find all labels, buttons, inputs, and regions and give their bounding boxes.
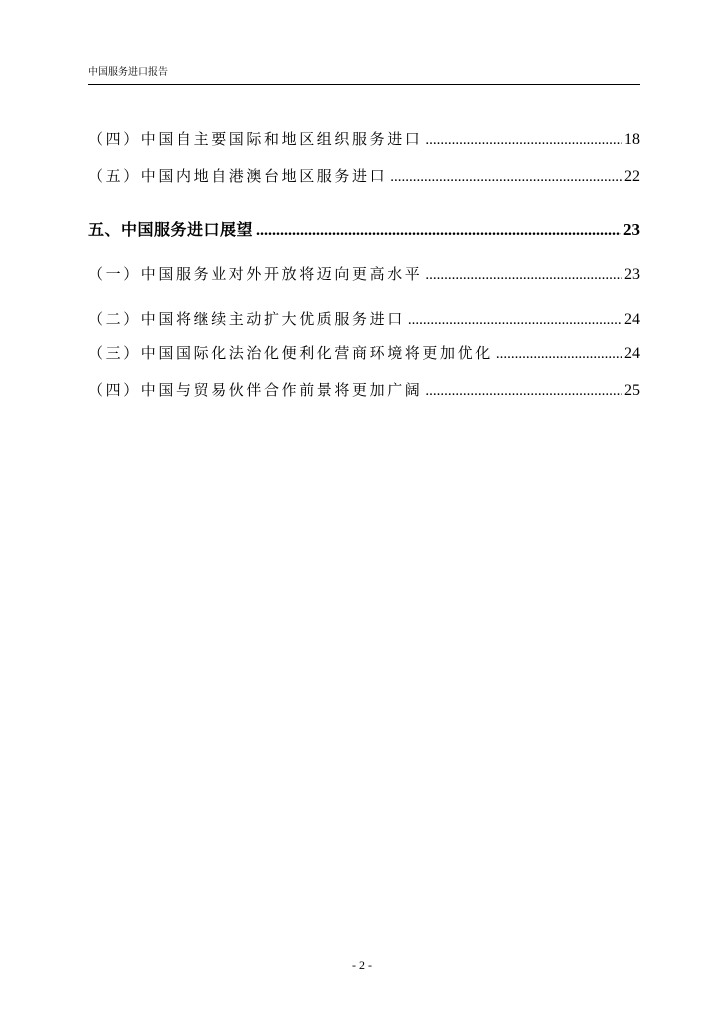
toc-entry[interactable] bbox=[88, 379, 640, 400]
toc-entry-page: 24 bbox=[624, 311, 640, 328]
toc-entry-page: 23 bbox=[624, 266, 640, 283]
toc-entry-title: （二）中国将继续主动扩大优质服务进口 bbox=[88, 310, 405, 328]
toc-entry-title: （四）中国与贸易伙伴合作前景将更加广阔 bbox=[88, 381, 423, 399]
toc-dot-leader bbox=[425, 267, 622, 284]
toc-entry-page: 24 bbox=[624, 345, 640, 362]
toc-entry-title: （四）中国自主要国际和地区组织服务进口 bbox=[88, 130, 423, 148]
toc-dot-leader bbox=[408, 312, 622, 329]
toc-entry-title: 五、中国服务进口展望 bbox=[88, 220, 254, 239]
toc-dot-leader bbox=[425, 132, 622, 149]
toc-dot-leader bbox=[256, 222, 621, 240]
toc-chapter-entry[interactable] bbox=[88, 217, 640, 240]
header-title: 中国服务进口报告 bbox=[88, 67, 168, 78]
page-number: - 2 - bbox=[352, 958, 372, 972]
toc-entry-page: 22 bbox=[624, 168, 640, 185]
toc-entry[interactable] bbox=[88, 128, 640, 149]
toc-entry-page: 25 bbox=[624, 382, 640, 399]
toc-entry-page: 23 bbox=[623, 220, 640, 239]
toc-entry-title: （三）中国国际化法治化便利化营商环境将更加优化 bbox=[88, 344, 493, 362]
toc-dot-leader bbox=[390, 169, 622, 186]
toc-dot-leader bbox=[496, 346, 622, 363]
toc-entry-page: 18 bbox=[624, 131, 640, 148]
toc-dot-leader bbox=[425, 383, 622, 400]
toc-entry[interactable] bbox=[88, 263, 640, 284]
toc-entry[interactable] bbox=[88, 165, 640, 186]
toc-entry[interactable] bbox=[88, 308, 640, 329]
toc-entry[interactable] bbox=[88, 342, 640, 363]
toc-entry-title: （一）中国服务业对外开放将迈向更高水平 bbox=[88, 265, 423, 283]
toc-entry-title: （五）中国内地自港澳台地区服务进口 bbox=[88, 167, 388, 185]
page-header bbox=[88, 66, 640, 85]
